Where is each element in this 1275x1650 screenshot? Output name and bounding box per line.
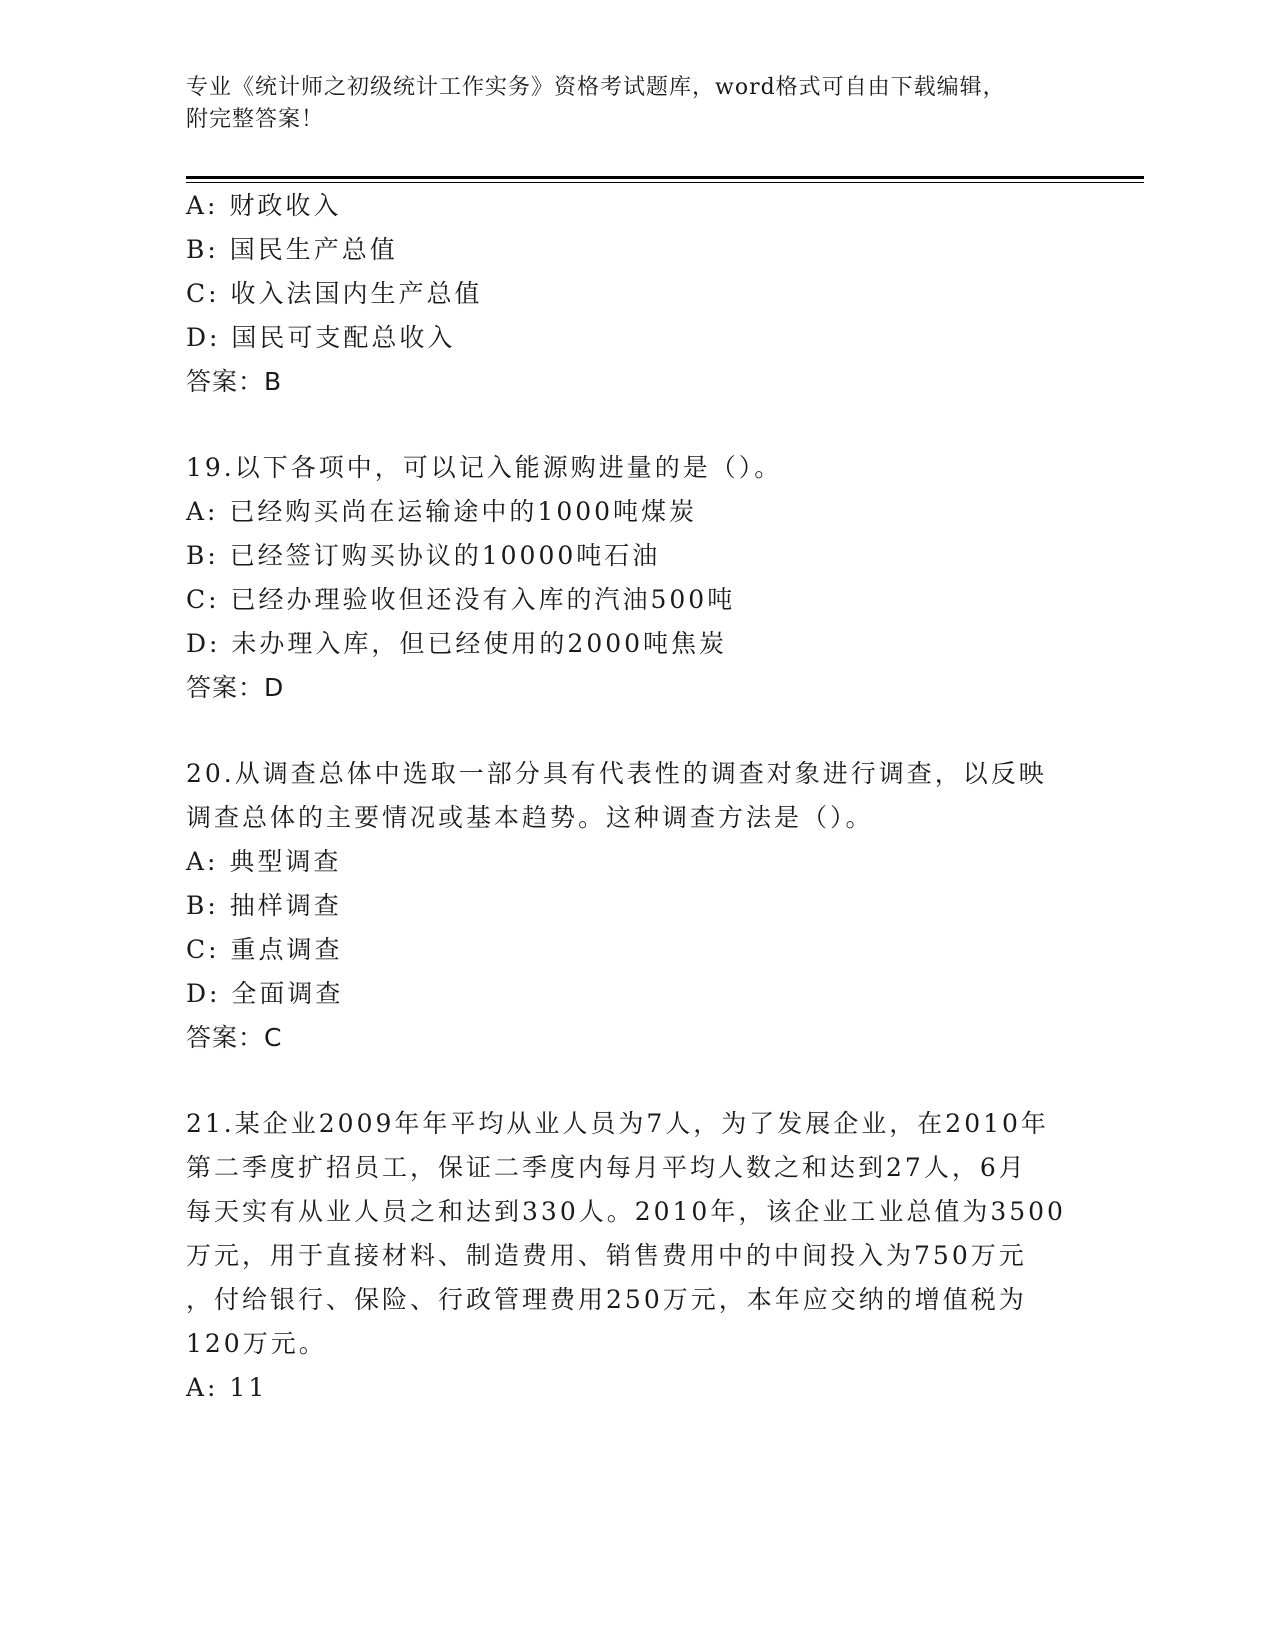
header-line-2: 附完整答案！ xyxy=(186,107,325,132)
q19-option-b: B: 已经签订购买协议的10000吨石油 xyxy=(186,541,661,570)
q19-answer: 答案：D xyxy=(186,673,285,702)
q19-option-c: C: 已经办理验收但还没有入库的汽油500吨 xyxy=(186,585,736,614)
document-header xyxy=(186,72,1086,136)
header-line-1: 专业《统计师之初级统计工作实务》资格考试题库，word格式可自由下载编辑， xyxy=(186,75,1006,100)
q20-stem-line-2: 调查总体的主要情况或基本趋势。这种调查方法是（）。 xyxy=(186,803,874,832)
q19-option-a: A: 已经购买尚在运输途中的1000吨煤炭 xyxy=(186,497,698,526)
q20-option-d: D: 全面调查 xyxy=(186,979,344,1008)
q18-option-c: C: 收入法国内生产总值 xyxy=(186,279,483,308)
q21-stem-line-4: 万元，用于直接材料、制造费用、销售费用中的中间投入为750万元 xyxy=(186,1241,1027,1270)
q20-option-c: C: 重点调查 xyxy=(186,935,343,964)
q20-option-a: A: 典型调查 xyxy=(186,847,342,876)
q18-option-b: B: 国民生产总值 xyxy=(186,235,398,264)
q21-stem-line-2: 第二季度扩招员工，保证二季度内每月平均人数之和达到27人，6月 xyxy=(186,1153,1027,1182)
q18-option-d: D: 国民可支配总收入 xyxy=(186,323,456,352)
q19-stem: 19.以下各项中，可以记入能源购进量的是（）。 xyxy=(186,453,783,482)
q21-stem-line-3: 每天实有从业人员之和达到330人。2010年，该企业工业总值为3500 xyxy=(186,1197,1066,1226)
header-divider-thin xyxy=(186,182,1144,183)
q21-stem-line-6: 120万元。 xyxy=(186,1329,327,1358)
q20-option-b: B: 抽样调查 xyxy=(186,891,342,920)
q19-option-d: D: 未办理入库，但已经使用的2000吨焦炭 xyxy=(186,629,728,658)
q20-answer: 答案：C xyxy=(186,1023,283,1052)
q20-stem-line-1: 20.从调查总体中选取一部分具有代表性的调查对象进行调查，以反映 xyxy=(186,759,1047,788)
q18-answer: 答案：B xyxy=(186,367,283,396)
q18-option-a: A: 财政收入 xyxy=(186,191,342,220)
header-divider-thick xyxy=(186,176,1144,179)
q21-stem-line-5: ，付给银行、保险、行政管理费用250万元，本年应交纳的增值税为 xyxy=(186,1285,1027,1314)
q21-option-a: A: 11 xyxy=(186,1373,268,1402)
q21-stem-line-1: 21.某企业2009年年平均从业人员为7人，为了发展企业，在2010年 xyxy=(186,1109,1049,1138)
